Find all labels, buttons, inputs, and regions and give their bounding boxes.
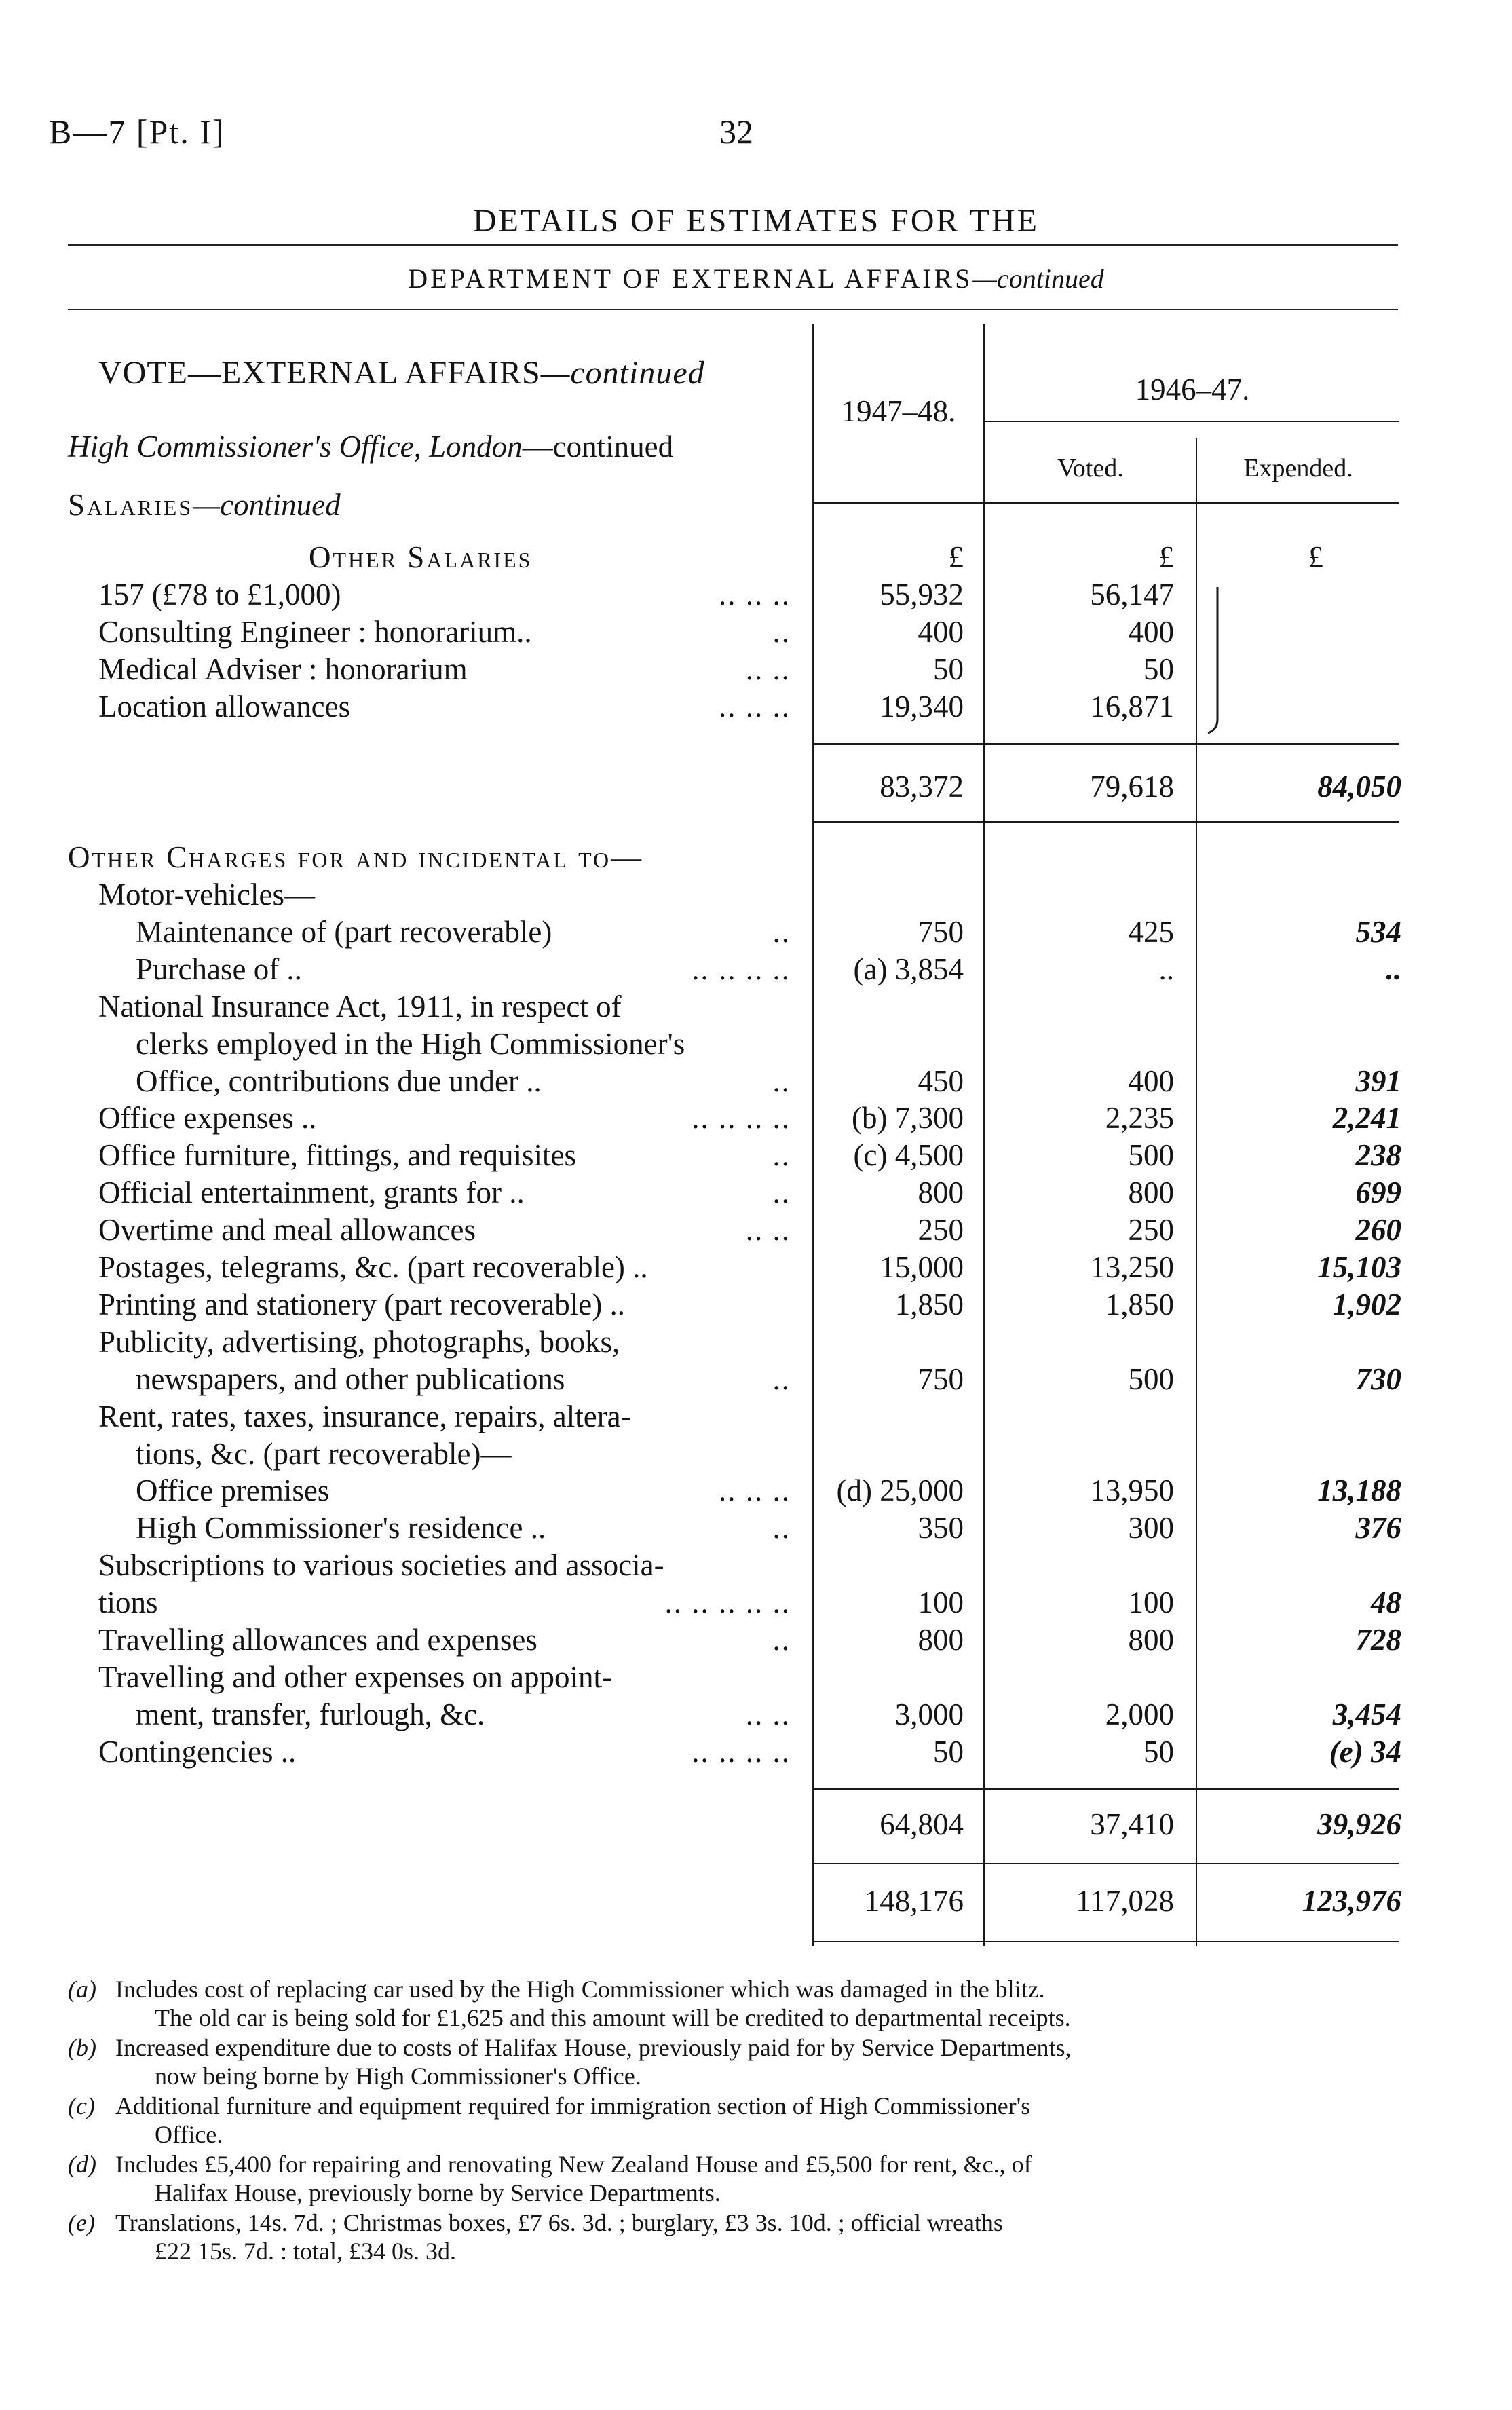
col-header-expended: Expended. [1243, 454, 1353, 483]
charge-row-label: Maintenance of (part recoverable) [136, 915, 552, 949]
charge-row-expended: 376 [1355, 1511, 1401, 1545]
charge-row-label: Office expenses .. [98, 1101, 317, 1135]
charge-row-1947: 450 [918, 1064, 964, 1098]
page-number: 32 [719, 113, 753, 151]
charge-row-label: Contingencies .. [98, 1735, 297, 1769]
footnote-mark: (e) [68, 2209, 95, 2236]
page-title: DETAILS OF ESTIMATES FOR THE [473, 203, 1039, 239]
charge-row-label: newspapers, and other publications [136, 1362, 565, 1396]
charge-row-label: Office furniture, fittings, and requisites [98, 1138, 576, 1172]
charge-row-expended: 48 [1371, 1585, 1401, 1619]
footnote-line: Translations, 14s. 7d. ; Christmas boxes, £7 6s. 3d. ; burglary, £3 3s. 10d. ; official wreaths [115, 2209, 1003, 2236]
charge-row-voted: 1,850 [1105, 1287, 1174, 1321]
table-hline-head [985, 421, 1399, 422]
salary-row-1947: 50 [933, 652, 964, 686]
charge-row-dots: .. .. .. .. [692, 952, 791, 986]
charge-row-voted: 2,000 [1105, 1697, 1174, 1731]
department-rule [68, 309, 1398, 310]
charge-row-expended: 728 [1355, 1623, 1401, 1657]
vote-name: VOTE—EXTERNAL AFFAIRS [98, 355, 541, 391]
charge-row-label: High Commissioner's residence .. [136, 1511, 546, 1545]
grand-total-1947: 148,176 [864, 1884, 964, 1918]
charge-row-voted: 500 [1128, 1138, 1174, 1172]
footnote-mark: (b) [68, 2034, 96, 2061]
charge-row-label: Rent, rates, taxes, insurance, repairs, altera- [98, 1399, 631, 1433]
salaries-total-1947: 83,372 [880, 770, 964, 804]
charge-row-voted: 13,950 [1090, 1473, 1174, 1507]
grand-total-expended: 123,976 [1302, 1884, 1401, 1918]
salary-row-voted: 400 [1128, 615, 1174, 649]
charge-row-expended: 534 [1355, 915, 1401, 949]
charge-row-1947: 15,000 [880, 1250, 964, 1284]
footnote-line: Additional furniture and equipment required for immigration section of High Commissioner's [115, 2092, 1031, 2120]
charge-row-expended: (e) 34 [1329, 1735, 1401, 1769]
charge-row-1947: 800 [918, 1623, 964, 1657]
charge-row-label: ment, transfer, furlough, &c. [136, 1697, 485, 1731]
salary-row-label: Location allowances [98, 690, 351, 723]
charges-total-expended: 39,926 [1317, 1807, 1401, 1841]
salary-row-label: Medical Adviser : honorarium [98, 652, 468, 686]
salary-row-1947: 400 [918, 615, 964, 649]
charge-row-1947: 1,850 [894, 1287, 964, 1321]
footnote-line: £22 15s. 7d. : total, £34 0s. 3d. [155, 2238, 457, 2265]
salary-row-1947: 55,932 [880, 578, 964, 611]
charge-row-dots: .. [772, 915, 791, 949]
charge-row-dots: .. .. .. .. [692, 1101, 791, 1135]
charge-row-voted: 400 [1128, 1064, 1174, 1098]
salary-row-label: Consulting Engineer : honorarium.. [98, 615, 532, 649]
charge-row-expended: 260 [1355, 1213, 1401, 1247]
footnote-mark: (a) [68, 1976, 96, 2003]
currency-1947: £ [948, 540, 964, 574]
charge-row-expended: 15,103 [1317, 1250, 1401, 1284]
charge-row-1947: (a) 3,854 [853, 952, 964, 986]
charge-row-label: Office premises [136, 1473, 330, 1507]
charge-row-expended: 391 [1355, 1064, 1401, 1098]
charge-row-label: Publicity, advertising, photographs, books, [98, 1325, 620, 1359]
charge-row-dots: .. .. .. [719, 1473, 791, 1507]
charge-row-dots: .. [772, 1175, 791, 1209]
office-continued: —continued [522, 430, 674, 464]
charge-row-voted: .. [1158, 952, 1174, 986]
footnote-line: Halifax House, previously borne by Service Departments. [155, 2179, 721, 2206]
salaries-total-expended: 84,050 [1317, 770, 1401, 804]
grand-total-voted: 117,028 [1076, 1884, 1174, 1918]
footnote-mark: (c) [68, 2092, 95, 2120]
charge-row-label: tions, &c. (part recoverable)— [136, 1437, 512, 1471]
table-hline-salaries [814, 743, 1399, 745]
col-header-1946: 1946–47. [1135, 373, 1250, 407]
charge-row-label: Travelling and other expenses on appoint- [98, 1660, 612, 1694]
table-hline-charges-total [814, 1863, 1399, 1864]
charge-row-label: Travelling allowances and expenses [98, 1623, 537, 1657]
charge-row-1947: 50 [933, 1735, 964, 1769]
charge-row-1947: 3,000 [894, 1697, 964, 1731]
charge-row-1947: (b) 7,300 [852, 1101, 964, 1135]
charge-row-dots: .. .. .. .. .. [664, 1585, 791, 1619]
charge-row-dots: .. [772, 1623, 791, 1657]
salary-row-dots: .. [772, 615, 791, 649]
charge-row-dots: .. [772, 1511, 791, 1545]
footnote-line: Includes £5,400 for repairing and renovating New Zealand House and £5,500 for rent, &c., of [115, 2151, 1032, 2178]
charge-row-label: Motor-vehicles— [98, 878, 316, 911]
footnote-line: Office. [155, 2121, 223, 2148]
charge-row-dots: .. .. .. .. [692, 1735, 791, 1769]
charge-row-label: Purchase of .. [136, 952, 302, 986]
charge-row-label: National Insurance Act, 1911, in respect of [98, 990, 622, 1023]
charge-row-1947: 100 [918, 1585, 964, 1619]
footnote-line: The old car is being sold for £1,625 and this amount will be credited to departmental receipts. [155, 2004, 1071, 2031]
table-hline-salaries-total [814, 821, 1399, 823]
charge-row-1947: 350 [918, 1511, 964, 1545]
footnote-mark: (d) [68, 2151, 96, 2178]
charge-row-expended: 1,902 [1332, 1287, 1401, 1321]
charge-row-expended: .. [1386, 952, 1401, 986]
charge-row-voted: 100 [1128, 1585, 1174, 1619]
salary-row-voted: 50 [1144, 652, 1174, 686]
department-name: DEPARTMENT OF EXTERNAL AFFAIRS [408, 263, 973, 294]
charge-row-dots: .. .. [745, 1697, 791, 1731]
charge-row-expended: 2,241 [1332, 1101, 1401, 1135]
charge-row-voted: 2,235 [1105, 1101, 1174, 1135]
salary-row-dots: .. .. [745, 652, 791, 686]
col-header-1947: 1947–48. [841, 394, 956, 428]
charge-row-1947: (c) 4,500 [853, 1138, 964, 1172]
other-charges-heading: Other Charges for and incidental to— [68, 840, 644, 874]
col-header-voted: Voted. [1057, 454, 1124, 483]
charge-row-label: Official entertainment, grants for .. [98, 1175, 525, 1209]
charge-row-voted: 250 [1128, 1213, 1174, 1247]
charge-row-label: Printing and stationery (part recoverable) .. [98, 1287, 625, 1321]
table-hline-head-bottom [814, 502, 1399, 504]
charge-row-voted: 500 [1128, 1362, 1174, 1396]
charge-row-label: clerks employed in the High Commissioner's [136, 1027, 685, 1061]
office-heading [68, 429, 673, 464]
charge-row-expended: 699 [1355, 1175, 1401, 1209]
charge-row-label: Postages, telegrams, &c. (part recoverable) .. [98, 1250, 648, 1284]
charge-row-dots: .. [772, 1362, 791, 1396]
footnote-line: Includes cost of replacing car used by the High Commissioner which was damaged in the blitz. [115, 1976, 1045, 2003]
charge-row-voted: 300 [1128, 1511, 1174, 1545]
charges-total-voted: 37,410 [1090, 1807, 1174, 1841]
charge-row-voted: 800 [1128, 1175, 1174, 1209]
department-title [0, 263, 1512, 295]
vote-heading [98, 354, 705, 392]
charge-row-expended: 3,454 [1332, 1697, 1401, 1731]
charge-row-voted: 50 [1144, 1735, 1174, 1769]
charge-row-label: Subscriptions to various societies and associa- [98, 1548, 664, 1582]
footnote-line: Increased expenditure due to costs of Halifax House, previously paid for by Service Departments, [115, 2034, 1072, 2061]
charge-row-dots: .. [772, 1064, 791, 1098]
currency-expended: £ [1308, 540, 1323, 574]
charge-row-1947: 800 [918, 1175, 964, 1209]
footnote-line: now being borne by High Commissioner's Office. [155, 2063, 641, 2090]
salary-row-dots: .. .. .. [719, 690, 791, 723]
currency-voted: £ [1158, 540, 1174, 574]
salary-row-1947: 19,340 [880, 690, 964, 723]
table-vline-1 [812, 324, 814, 1946]
charges-total-1947: 64,804 [880, 1807, 964, 1841]
charge-row-label: Overtime and meal allowances [98, 1213, 476, 1247]
title-rule [68, 244, 1398, 246]
charge-row-expended: 730 [1355, 1362, 1401, 1396]
salaries-label: Salaries [68, 488, 193, 522]
table-vline-3 [1196, 438, 1197, 1946]
charge-row-label: Office, contributions due under .. [136, 1064, 542, 1098]
charge-row-expended: 238 [1355, 1138, 1401, 1172]
salary-row-label: 157 (£78 to £1,000) [98, 578, 341, 611]
salaries-continued: —continued [193, 488, 341, 522]
vote-continued: —continued [540, 355, 705, 391]
charge-row-voted: 425 [1128, 915, 1174, 949]
salary-row-dots: .. .. .. [719, 578, 791, 611]
department-continued: —continued [972, 263, 1104, 294]
brace-icon [1203, 584, 1230, 736]
charge-row-voted: 800 [1128, 1623, 1174, 1657]
charge-row-1947: 750 [918, 915, 964, 949]
charge-row-label: tions [98, 1585, 158, 1619]
salary-row-voted: 56,147 [1090, 578, 1174, 611]
table-hline-charges [814, 1788, 1399, 1790]
salaries-heading [68, 487, 341, 523]
charge-row-1947: 250 [918, 1213, 964, 1247]
table-vline-2 [983, 324, 985, 1946]
table-hline-grand-total [814, 1941, 1399, 1942]
office-name: High Commissioner's Office, London [68, 430, 523, 464]
charge-row-1947: 750 [918, 1362, 964, 1396]
charge-row-expended: 13,188 [1317, 1473, 1401, 1507]
charge-row-voted: 13,250 [1090, 1250, 1174, 1284]
other-salaries-heading: Other Salaries [309, 540, 533, 574]
charge-row-dots: .. [772, 1138, 791, 1172]
charge-row-dots: .. .. [745, 1213, 791, 1247]
document-reference: B—7 [Pt. I] [49, 113, 225, 151]
salary-row-voted: 16,871 [1090, 690, 1174, 723]
salaries-total-voted: 79,618 [1090, 770, 1174, 804]
charge-row-1947: (d) 25,000 [836, 1473, 964, 1507]
